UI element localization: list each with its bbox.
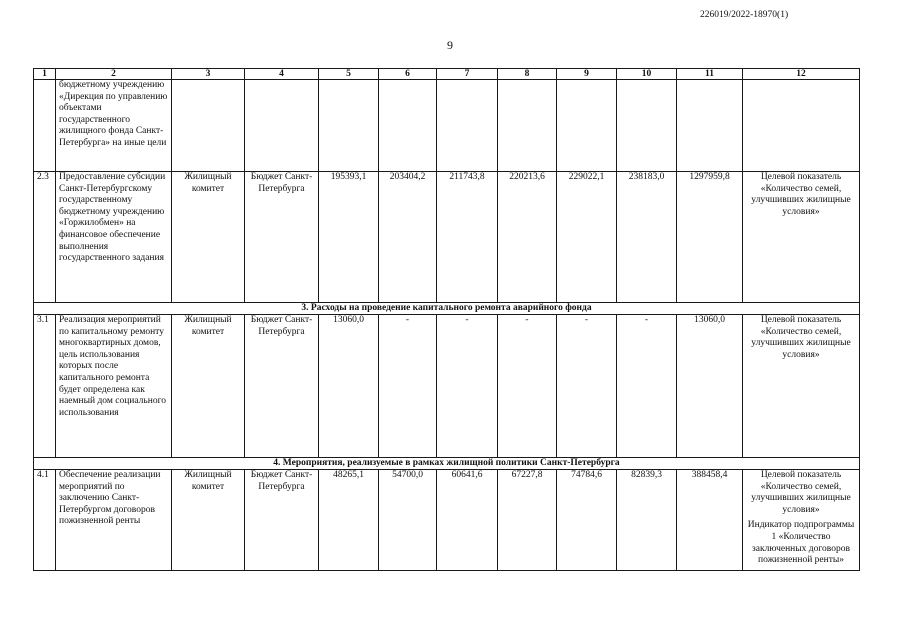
- value-2020: 203404,2: [379, 172, 437, 303]
- row-executor: Жилищный комитет: [172, 172, 245, 303]
- table-row: [34, 315, 860, 458]
- page-number: 9: [447, 38, 453, 52]
- row-name: Предоставление субсидии Санкт-Петербургскому государственному бюджетному учреждению «Горжилобмен» на финансовое обеспечение выполнения государственного задания: [56, 172, 172, 303]
- value-2019: 48265,1: [319, 470, 379, 571]
- row-indicator: Целевой показатель «Количество семей, улучшивших жилищные условия»: [743, 315, 860, 458]
- row-name: Обеспечение реализации мероприятий по заключению Санкт-Петербургом договоров пожизненной ренты: [56, 470, 172, 571]
- value-2021: 60641,6: [437, 470, 498, 571]
- row-indicator-secondary: Индикатор подпрограммы 1 «Количество заключенных договоров пожизненной ренты»: [747, 520, 855, 566]
- row-number: 4.1: [34, 470, 56, 571]
- value-2020: 54700,0: [379, 470, 437, 571]
- header-row: [34, 69, 860, 80]
- col-header: 9: [557, 69, 617, 80]
- value-2023: 74784,6: [557, 470, 617, 571]
- col-header: 12: [743, 69, 860, 80]
- budget-table: [33, 68, 860, 571]
- row-number: 3.1: [34, 315, 56, 458]
- value-2022: -: [498, 315, 557, 458]
- value-total: 1297959,8: [677, 172, 743, 303]
- col-header: 7: [437, 69, 498, 80]
- value-total: 13060,0: [677, 315, 743, 458]
- document-number: 226019/2022-18970(1): [700, 10, 789, 20]
- value-2022: 220213,6: [498, 172, 557, 303]
- value-2022: 67227,8: [498, 470, 557, 571]
- row-number: 2.3: [34, 172, 56, 303]
- value-2019: 13060,0: [319, 315, 379, 458]
- row-name: бюджетному учреждению «Дирекция по управлению объектами государственного жилищного фонда Санкт-Петербурга» на иные цели: [56, 80, 172, 172]
- row-indicator: Целевой показатель «Количество семей, улучшивших жилищные условия»: [743, 172, 860, 303]
- table-row: [34, 172, 860, 303]
- col-header: 1: [34, 69, 56, 80]
- col-header: 4: [245, 69, 319, 80]
- col-header: 2: [56, 69, 172, 80]
- row-source: Бюджет Санкт-Петербурга: [245, 172, 319, 303]
- col-header: 10: [617, 69, 677, 80]
- value-2021: -: [437, 315, 498, 458]
- value-2023: 229022,1: [557, 172, 617, 303]
- value-2023: -: [557, 315, 617, 458]
- value-2024: -: [617, 315, 677, 458]
- row-executor: Жилищный комитет: [172, 470, 245, 571]
- value-2021: 211743,8: [437, 172, 498, 303]
- col-header: 5: [319, 69, 379, 80]
- section-title: 3. Расходы на проведение капитального ремонта аварийного фонда: [34, 303, 860, 315]
- value-2024: 82839,3: [617, 470, 677, 571]
- value-2019: 195393,1: [319, 172, 379, 303]
- row-name: Реализация мероприятий по капитальному ремонту многоквартирных домов, цель использования которых после капитального ремонта будет определена как наемный дом социального использования: [56, 315, 172, 458]
- section-row: [34, 303, 860, 315]
- table-row: [34, 80, 860, 172]
- col-header: 11: [677, 69, 743, 80]
- row-source: Бюджет Санкт-Петербурга: [245, 470, 319, 571]
- row-source: Бюджет Санкт-Петербурга: [245, 315, 319, 458]
- row-indicator-cell: [743, 470, 860, 571]
- col-header: 8: [498, 69, 557, 80]
- col-header: 3: [172, 69, 245, 80]
- value-2024: 238183,0: [617, 172, 677, 303]
- value-total: 388458,4: [677, 470, 743, 571]
- row-indicator: Целевой показатель «Количество семей, улучшивших жилищные условия»: [751, 470, 851, 515]
- table-row: [34, 470, 860, 571]
- section-title: 4. Мероприятия, реализуемые в рамках жилищной политики Санкт-Петербурга: [34, 458, 860, 470]
- section-row: [34, 458, 860, 470]
- col-header: 6: [379, 69, 437, 80]
- value-2020: -: [379, 315, 437, 458]
- row-executor: Жилищный комитет: [172, 315, 245, 458]
